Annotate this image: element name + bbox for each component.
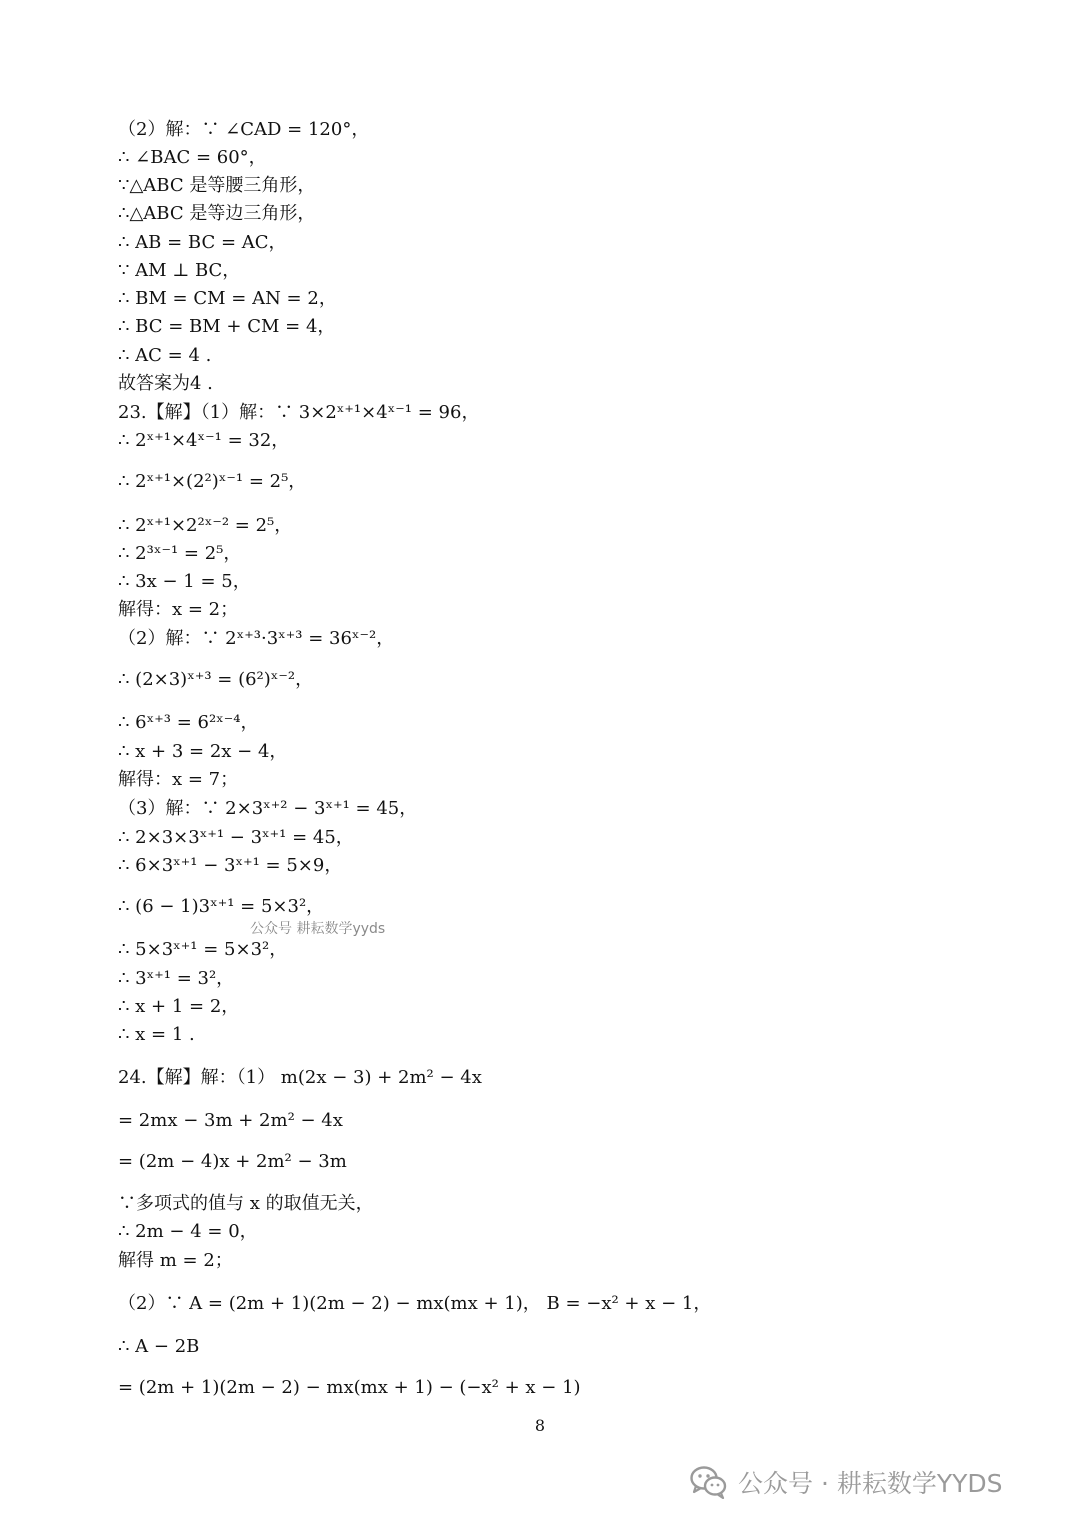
text-line: ∵△ABC 是等腰三角形， (118, 175, 316, 196)
text-line: ∴ 5×3ˣ⁺¹ = 5×3²， (118, 939, 288, 960)
text-line: ∴ 3ˣ⁺¹ = 3²， (118, 968, 235, 989)
text-line: = 2mx − 3m + 2m² − 4x (118, 1110, 343, 1131)
text-line: 故答案为4 . (118, 373, 213, 394)
text-line: ∴ 2m − 4 = 0， (118, 1221, 258, 1242)
text-line: ∵ AM ⊥ BC， (118, 260, 241, 281)
text-line: ∴ 3x − 1 = 5， (118, 571, 251, 592)
center-watermark: 公众号 耕耘数学yyds (250, 921, 386, 937)
text-line: ∵多项式的值与 x 的取值无关， (118, 1193, 374, 1214)
text-line: ∴ BM = CM = AN = 2， (118, 288, 337, 309)
text-line: ∴ 6×3ˣ⁺¹ − 3ˣ⁺¹ = 5×9， (118, 855, 343, 876)
bottom-watermark (690, 1464, 1003, 1500)
text-line: ∴ 6ˣ⁺³ = 6²ˣ⁻⁴， (118, 712, 259, 733)
text-line: ∴ BC = BM + CM = 4， (118, 316, 336, 337)
text-line: ∴ AC = 4 . (118, 345, 212, 366)
text-line: ∴ AB = BC = AC， (118, 232, 287, 253)
text-line: ∴ (2×3)ˣ⁺³ = (6²)ˣ⁻²， (118, 669, 314, 690)
text-line: 23.【解】（1）解：∵ 3×2ˣ⁺¹×4ˣ⁻¹ = 96， (118, 402, 480, 423)
text-line: （2）∵ A = (2m + 1)(2m − 2) − mx(mx + 1)， B = −x² + x − 1， (118, 1293, 712, 1314)
text-line: （2）解：∵ ∠CAD = 120°， (118, 119, 370, 140)
text-line: ∴ A − 2B (118, 1336, 200, 1357)
text-line: = (2m + 1)(2m − 2) − mx(mx + 1) − (−x² + x − 1) (118, 1377, 581, 1398)
page-number: 8 (534, 1416, 546, 1435)
text-line: 解得 m = 2； (118, 1250, 233, 1271)
text-line: ∴ 2³ˣ⁻¹ = 2⁵， (118, 543, 242, 564)
text-line: ∴ (6 − 1)3ˣ⁺¹ = 5×3²， (118, 896, 325, 917)
text-line: ∴ x + 1 = 2， (118, 996, 240, 1017)
text-line: （2）解：∵ 2ˣ⁺³·3ˣ⁺³ = 36ˣ⁻²， (118, 628, 395, 649)
text-line: 解得：x = 2； (118, 599, 239, 620)
text-line: 24.【解】解：（1） m(2x − 3) + 2m² − 4x (118, 1067, 482, 1088)
text-line: ∴△ABC 是等边三角形， (118, 203, 316, 224)
text-line: （3）解：∵ 2×3ˣ⁺² − 3ˣ⁺¹ = 45， (118, 798, 418, 819)
text-line: 解得：x = 7； (118, 769, 239, 790)
bottom-watermark-text: 公众号 · 耕耘数学YYDS (738, 1469, 1003, 1498)
text-line: ∴ 2ˣ⁺¹×4ˣ⁻¹ = 32， (118, 430, 290, 451)
text-line: ∴ 2ˣ⁺¹×(2²)ˣ⁻¹ = 2⁵， (118, 471, 307, 492)
text-line: ∴ 2×3×3ˣ⁺¹ − 3ˣ⁺¹ = 45， (118, 827, 354, 848)
wechat-icon (690, 1465, 728, 1499)
text-line: ∴ ∠BAC = 60°， (118, 147, 267, 168)
text-line: = (2m − 4)x + 2m² − 3m (118, 1151, 347, 1172)
text-line: ∴ x = 1 . (118, 1024, 195, 1045)
text-line: ∴ x + 3 = 2x − 4， (118, 741, 288, 762)
text-line: ∴ 2ˣ⁺¹×2²ˣ⁻² = 2⁵， (118, 515, 293, 536)
